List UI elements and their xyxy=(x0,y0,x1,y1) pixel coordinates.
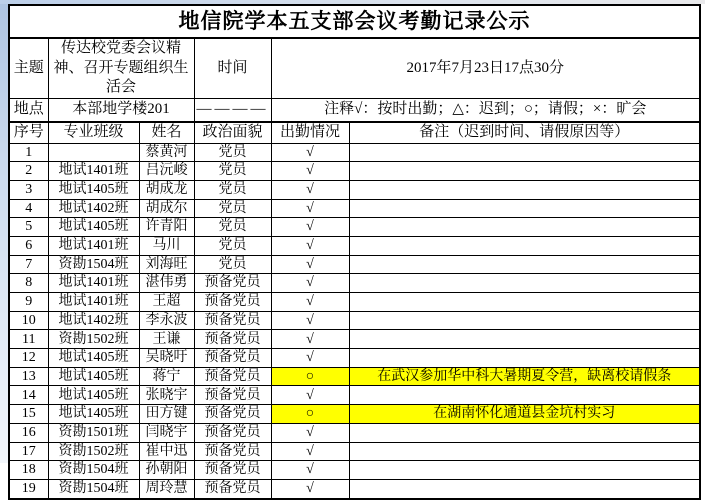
table-row xyxy=(9,386,700,405)
name-cell: 马川 xyxy=(139,236,194,255)
class-cell: 地试1405班 xyxy=(48,180,139,199)
remark-cell xyxy=(349,479,700,498)
table-row xyxy=(9,423,700,442)
seq-cell: 14 xyxy=(9,386,48,405)
seq-cell: 6 xyxy=(9,236,48,255)
table-row xyxy=(9,199,700,218)
attendance-cell: √ xyxy=(271,274,349,293)
table-row xyxy=(9,255,700,274)
name-cell: 王超 xyxy=(139,293,194,312)
table-row xyxy=(9,293,700,312)
class-cell: 资勘1504班 xyxy=(48,461,139,480)
column-header-class: 专业班级 xyxy=(48,122,139,144)
name-cell: 湛伟勇 xyxy=(139,274,194,293)
table-row xyxy=(9,405,700,424)
attendance-cell: √ xyxy=(271,442,349,461)
remark-cell xyxy=(349,218,700,237)
table-row xyxy=(9,311,700,330)
table-row xyxy=(9,349,700,368)
politics-cell: 预备党员 xyxy=(194,293,271,312)
attendance-cell: √ xyxy=(271,349,349,368)
remark-cell xyxy=(349,311,700,330)
remark-cell: 在武汉参加华中科大暑期夏令营，缺离校请假条 xyxy=(349,367,700,386)
remark-cell xyxy=(349,180,700,199)
attendance-cell: √ xyxy=(271,479,349,498)
time-value-cell: 2017年7月23日17点30分 xyxy=(271,38,700,98)
attendance-cell: √ xyxy=(271,330,349,349)
page-title: 地信院学本五支部会议考勤记录公示 xyxy=(9,5,700,38)
attendance-cell: √ xyxy=(271,236,349,255)
remark-cell xyxy=(349,442,700,461)
page-edge-left xyxy=(0,0,8,463)
politics-cell: 党员 xyxy=(194,218,271,237)
seq-cell: 16 xyxy=(9,423,48,442)
table-row xyxy=(9,442,700,461)
class-cell: 地试1405班 xyxy=(48,218,139,237)
attendance-cell: √ xyxy=(271,423,349,442)
name-cell: 孙朝阳 xyxy=(139,461,194,480)
name-cell: 蔡黄河 xyxy=(139,143,194,162)
attendance-cell: √ xyxy=(271,311,349,330)
seq-cell: 5 xyxy=(9,218,48,237)
location-row xyxy=(9,98,700,122)
class-cell: 资勘1504班 xyxy=(48,479,139,498)
remark-cell xyxy=(349,199,700,218)
attendance-cell: √ xyxy=(271,461,349,480)
column-header-seq: 序号 xyxy=(9,122,48,144)
class-cell: 地试1401班 xyxy=(48,236,139,255)
politics-cell: 预备党员 xyxy=(194,423,271,442)
class-cell: 地试1401班 xyxy=(48,162,139,181)
table-row xyxy=(9,367,700,386)
remark-cell xyxy=(349,386,700,405)
seq-cell: 10 xyxy=(9,311,48,330)
remark-cell xyxy=(349,423,700,442)
remark-cell: 在湖南怀化通道县金坑村实习 xyxy=(349,405,700,424)
politics-cell: 预备党员 xyxy=(194,349,271,368)
class-cell: 资勘1502班 xyxy=(48,330,139,349)
seq-cell: 4 xyxy=(9,199,48,218)
name-cell: 田方键 xyxy=(139,405,194,424)
class-cell: 地试1405班 xyxy=(48,405,139,424)
seq-cell: 15 xyxy=(9,405,48,424)
remark-cell xyxy=(349,461,700,480)
remark-cell xyxy=(349,143,700,162)
seq-cell: 19 xyxy=(9,479,48,498)
seq-cell: 13 xyxy=(9,367,48,386)
class-cell: 地试1405班 xyxy=(48,386,139,405)
attendance-cell: √ xyxy=(271,386,349,405)
attendance-cell: ○ xyxy=(271,367,349,386)
politics-cell: 预备党员 xyxy=(194,442,271,461)
name-cell: 张晓宇 xyxy=(139,386,194,405)
column-header-row xyxy=(9,122,700,144)
name-cell: 刘海旺 xyxy=(139,255,194,274)
name-cell: 崔中迅 xyxy=(139,442,194,461)
politics-cell: 党员 xyxy=(194,236,271,255)
name-cell: 王谦 xyxy=(139,330,194,349)
table-row xyxy=(9,236,700,255)
topic-value-cell: 传达校党委会议精神、召开专题组织生活会 xyxy=(48,38,194,98)
class-cell: 地试1405班 xyxy=(48,367,139,386)
attendance-table xyxy=(8,4,701,500)
remark-cell xyxy=(349,255,700,274)
table-row xyxy=(9,330,700,349)
seq-cell: 1 xyxy=(9,143,48,162)
remark-cell xyxy=(349,349,700,368)
politics-cell: 预备党员 xyxy=(194,311,271,330)
politics-cell: 党员 xyxy=(194,143,271,162)
politics-cell: 党员 xyxy=(194,255,271,274)
class-cell: 资勘1504班 xyxy=(48,255,139,274)
class-cell: 地试1401班 xyxy=(48,293,139,312)
table-row xyxy=(9,461,700,480)
remark-cell xyxy=(349,293,700,312)
dash-placeholder-cell: ———— xyxy=(194,98,271,122)
class-cell: 资勘1501班 xyxy=(48,423,139,442)
seq-cell: 2 xyxy=(9,162,48,181)
class-cell: 资勘1502班 xyxy=(48,442,139,461)
name-cell: 吴晓吁 xyxy=(139,349,194,368)
politics-cell: 预备党员 xyxy=(194,274,271,293)
time-label-cell: 时间 xyxy=(194,38,271,98)
politics-cell: 预备党员 xyxy=(194,461,271,480)
attendance-cell: √ xyxy=(271,218,349,237)
remark-cell xyxy=(349,330,700,349)
table-row xyxy=(9,180,700,199)
name-cell: 蒋宁 xyxy=(139,367,194,386)
politics-cell: 预备党员 xyxy=(194,405,271,424)
name-cell: 许青阳 xyxy=(139,218,194,237)
class-cell xyxy=(48,143,139,162)
politics-cell: 预备党员 xyxy=(194,330,271,349)
seq-cell: 12 xyxy=(9,349,48,368)
topic-label-cell: 主题 xyxy=(9,38,48,98)
attendance-cell: √ xyxy=(271,255,349,274)
location-label-cell: 地点 xyxy=(9,98,48,122)
table-row xyxy=(9,274,700,293)
remark-cell xyxy=(349,236,700,255)
class-cell: 地试1401班 xyxy=(48,274,139,293)
column-header-name: 姓名 xyxy=(139,122,194,144)
seq-cell: 3 xyxy=(9,180,48,199)
seq-cell: 7 xyxy=(9,255,48,274)
politics-cell: 党员 xyxy=(194,199,271,218)
politics-cell: 预备党员 xyxy=(194,386,271,405)
title-row xyxy=(9,5,700,38)
remark-cell xyxy=(349,274,700,293)
class-cell: 地试1402班 xyxy=(48,311,139,330)
legend-cell: 注释√：按时出勤；△：迟到；○；请假；×：旷会 xyxy=(271,98,700,122)
attendance-cell: ○ xyxy=(271,405,349,424)
topic-row xyxy=(9,38,700,98)
name-cell: 吕沅峻 xyxy=(139,162,194,181)
seq-cell: 17 xyxy=(9,442,48,461)
column-header-attendance: 出勤情况 xyxy=(271,122,349,144)
attendance-cell: √ xyxy=(271,199,349,218)
politics-cell: 党员 xyxy=(194,162,271,181)
table-row xyxy=(9,143,700,162)
class-cell: 地试1402班 xyxy=(48,199,139,218)
location-value-cell: 本部地学楼201 xyxy=(48,98,194,122)
name-cell: 闫晓宇 xyxy=(139,423,194,442)
name-cell: 胡成龙 xyxy=(139,180,194,199)
table-row xyxy=(9,479,700,498)
table-row xyxy=(9,162,700,181)
seq-cell: 11 xyxy=(9,330,48,349)
politics-cell: 党员 xyxy=(194,180,271,199)
seq-cell: 18 xyxy=(9,461,48,480)
attendance-cell: √ xyxy=(271,162,349,181)
seq-cell: 9 xyxy=(9,293,48,312)
column-header-remark: 备注（迟到时间、请假原因等） xyxy=(349,122,700,144)
column-header-politics: 政治面貌 xyxy=(194,122,271,144)
attendance-cell: √ xyxy=(271,180,349,199)
attendance-cell: √ xyxy=(271,293,349,312)
politics-cell: 预备党员 xyxy=(194,367,271,386)
seq-cell: 8 xyxy=(9,274,48,293)
remark-cell xyxy=(349,162,700,181)
name-cell: 李永波 xyxy=(139,311,194,330)
class-cell: 地试1405班 xyxy=(48,349,139,368)
table-row xyxy=(9,218,700,237)
politics-cell: 预备党员 xyxy=(194,479,271,498)
name-cell: 周玲慧 xyxy=(139,479,194,498)
attendance-cell: √ xyxy=(271,143,349,162)
name-cell: 胡成尔 xyxy=(139,199,194,218)
